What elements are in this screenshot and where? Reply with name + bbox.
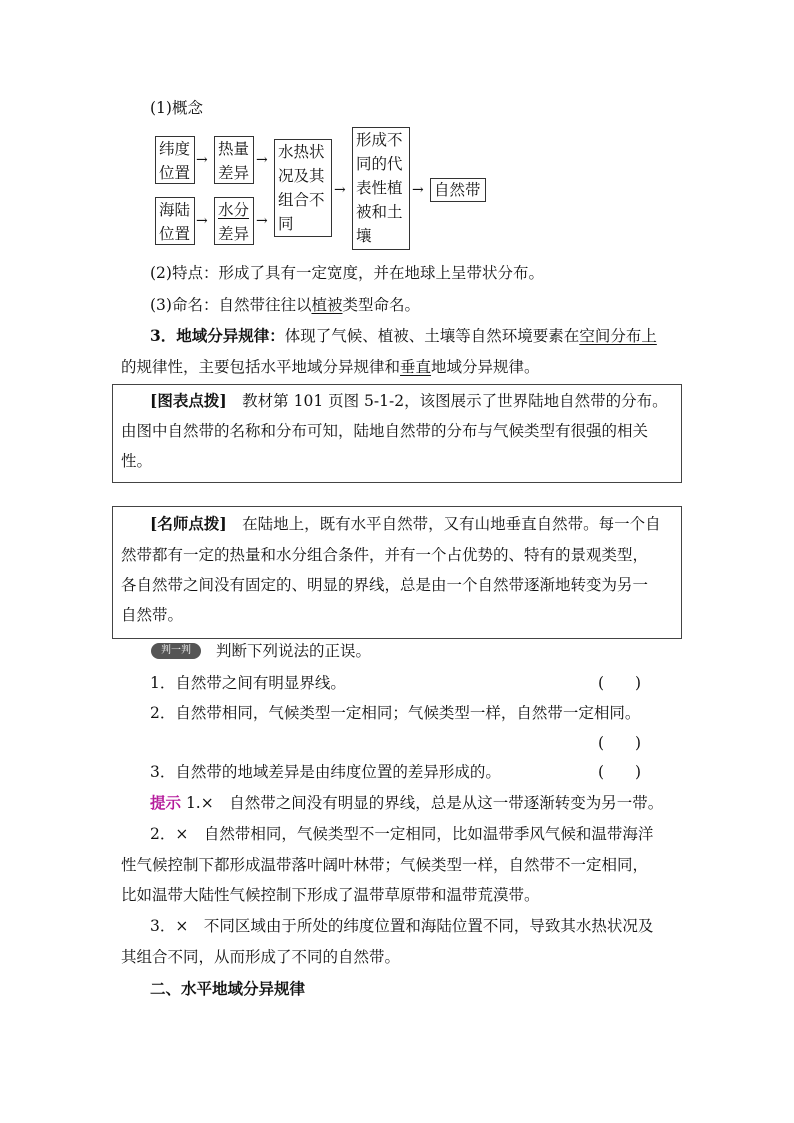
section-heading: 二、水平地域分异规律 (150, 979, 306, 998)
flow-box-water: 水分 差异 (214, 197, 254, 245)
answer-3-line-1: 3．× 不同区域由于所处的纬度位置和海陆位置不同，导致其水热状况及 (150, 917, 654, 935)
answer-blank: ( ) (598, 763, 642, 781)
flow-box-latitude: 纬度 位置 (155, 136, 195, 184)
judge-question-1: 1．自然带之间有明显界线。 (150, 674, 346, 692)
teacher-tip-line-2: 然带都有一定的热量和水分组合条件，并有一个占优势的、特有的景观类型， (121, 546, 649, 564)
flow-arrow: → (196, 213, 208, 229)
flow-box-result: 自然带 (430, 178, 486, 202)
judge-badge: 判一判 (151, 643, 201, 659)
chart-tip-line-3: 性。 (121, 452, 153, 470)
judge-question-3: 3．自然带的地域差异是由纬度位置的差异形成的。 (150, 763, 501, 781)
answer-2-line-1: 2．× 自然带相同，气候类型不一定相同，比如温带季风气候和温带海洋 (150, 825, 654, 843)
answer-2-line-3: 比如温带大陆性气候控制下形成了温带草原带和温带荒漠带。 (121, 886, 540, 904)
flow-box-heat: 热量 差异 (214, 136, 254, 184)
flow-arrow: → (256, 213, 268, 229)
flow-box-landsea: 海陆 位置 (155, 197, 195, 245)
teacher-tip-line-4: 自然带。 (121, 606, 184, 624)
feature-line: (2)特点：形成了具有一定宽度，并在地球上呈带状分布。 (150, 264, 544, 282)
judge-instruction: 判断下列说法的正误。 (216, 642, 372, 660)
flow-arrow: → (256, 152, 268, 168)
naming-line: (3)命名：自然带往往以植被类型命名。 (150, 296, 420, 314)
law-line-2: 的规律性，主要包括水平地域分异规律和垂直地域分异规律。 (121, 358, 540, 376)
law-line-1: 3．地域分异规律：体现了气候、植被、土壤等自然环境要素在空间分布上 (150, 326, 657, 345)
flow-arrow: → (334, 182, 346, 198)
judge-question-2: 2．自然带相同，气候类型一定相同；气候类型一样，自然带一定相同。 (150, 704, 641, 722)
flow-box-vegetation: 形成不 同的代 表性植 被和土 壤 (352, 127, 410, 250)
answer-2-line-2: 性气候控制下都形成温带落叶阔叶林带；气候类型一样，自然带不一定相同， (121, 856, 649, 874)
chart-tip-line-1: [图表点拨] 教材第 101 页图 5-1-2，该图展示了世界陆地自然带的分布。 (150, 391, 668, 410)
concept-heading: (1)概念 (150, 99, 203, 117)
answer-line-1: 提示 1.× 自然带之间没有明显的界线，总是从这一带逐渐转变为另一带。 (150, 793, 664, 812)
flow-box-hydrothermal: 水热状 况及其 组合不 同 (274, 139, 332, 237)
flow-arrow: → (196, 152, 208, 168)
teacher-tip-line-3: 各自然带之间没有固定的、明显的界线，总是由一个自然带逐渐地转变为另一 (121, 576, 649, 594)
answer-blank: ( ) (598, 734, 642, 752)
chart-tip-line-2: 由图中自然带的名称和分布可知，陆地自然带的分布与气候类型有很强的相关 (121, 422, 649, 440)
flow-arrow: → (412, 182, 424, 198)
answer-blank: ( ) (598, 674, 642, 692)
answer-3-line-2: 其组合不同，从而形成了不同的自然带。 (121, 948, 401, 966)
teacher-tip-line-1: [名师点拨] 在陆地上，既有水平自然带，又有山地垂直自然带。每一个自 (150, 514, 661, 533)
